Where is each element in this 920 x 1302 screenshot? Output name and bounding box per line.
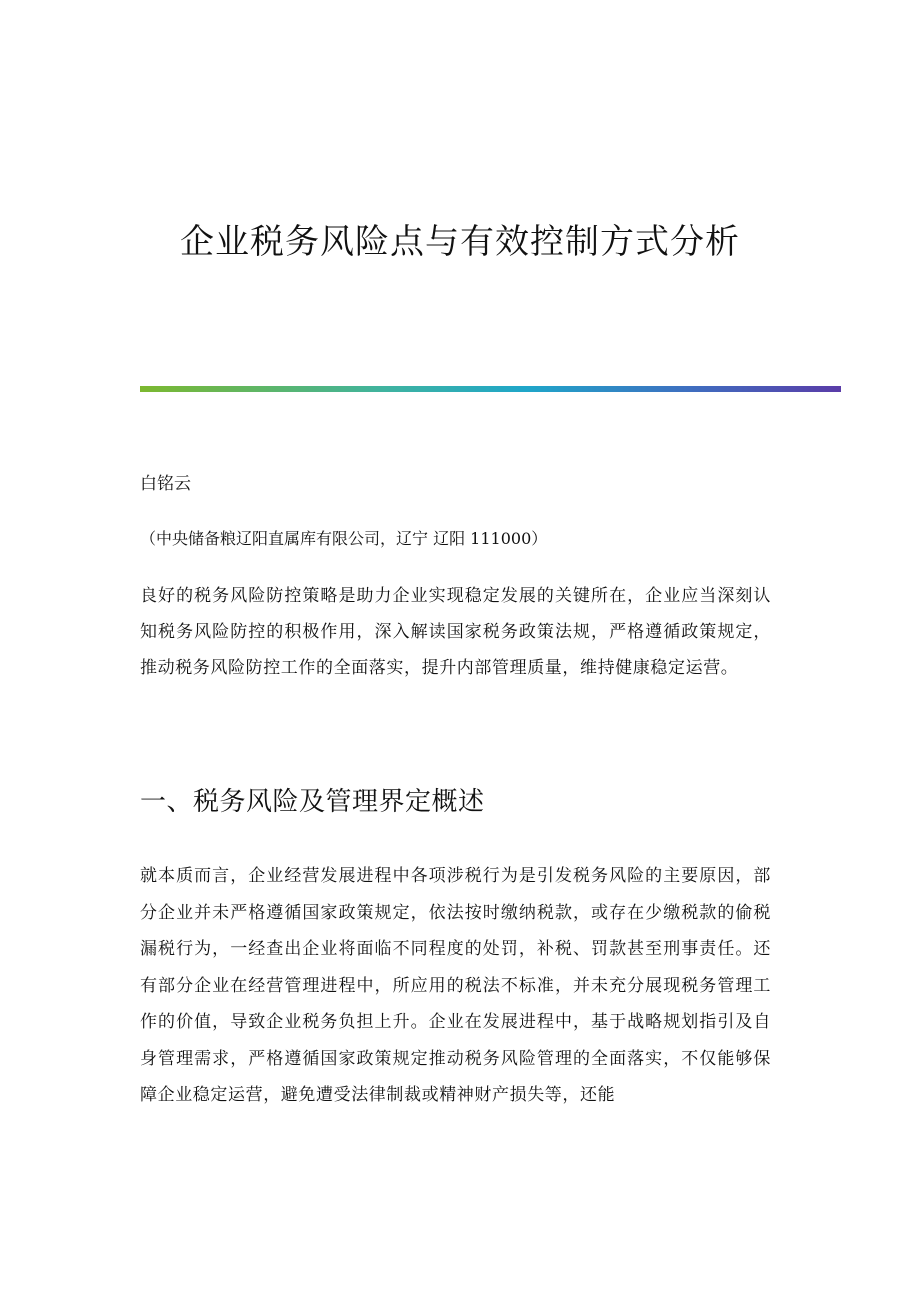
title-divider-rule [140,386,841,392]
section-1-paragraph: 就本质而言，企业经营发展进程中各项涉税行为是引发税务风险的主要原因，部分企业并未严格遵循国家政策规定，依法按时缴纳税款，或存在少缴税款的偷税漏税行为，一经查出企业将面临不同程度的处罚，补税、罚款甚至刑事责任。还有部分企业在经营管理进程中，所应用的税法不标准，并未充分展现税务管理工作的价值，导致企业税务负担上升。企业在发展进程中，基于战略规划指引及自身管理需求，严格遵循国家政策规定推动税务风险管理的全面落实，不仅能够保障企业稳定运营，避免遭受法律制裁或精神财产损失等，还能 [140,866,771,1105]
section-heading-1: 一、税务风险及管理界定概述 [140,787,485,817]
author-name: 白铭云 [140,474,191,494]
document-title: 企业税务风险点与有效控制方式分析 [180,222,740,262]
author-affiliation: （中央储备粮辽阳直属库有限公司，辽宁 辽阳 111000） [140,529,548,548]
abstract-paragraph: 良好的税务风险防控策略是助力企业实现稳定发展的关键所在，企业应当深刻认知税务风险防控的积极作用，深入解读国家税务政策法规，严格遵循政策规定，推动税务风险防控工作的全面落实，提升内部管理质量，维持健康稳定运营。 [140,586,771,678]
